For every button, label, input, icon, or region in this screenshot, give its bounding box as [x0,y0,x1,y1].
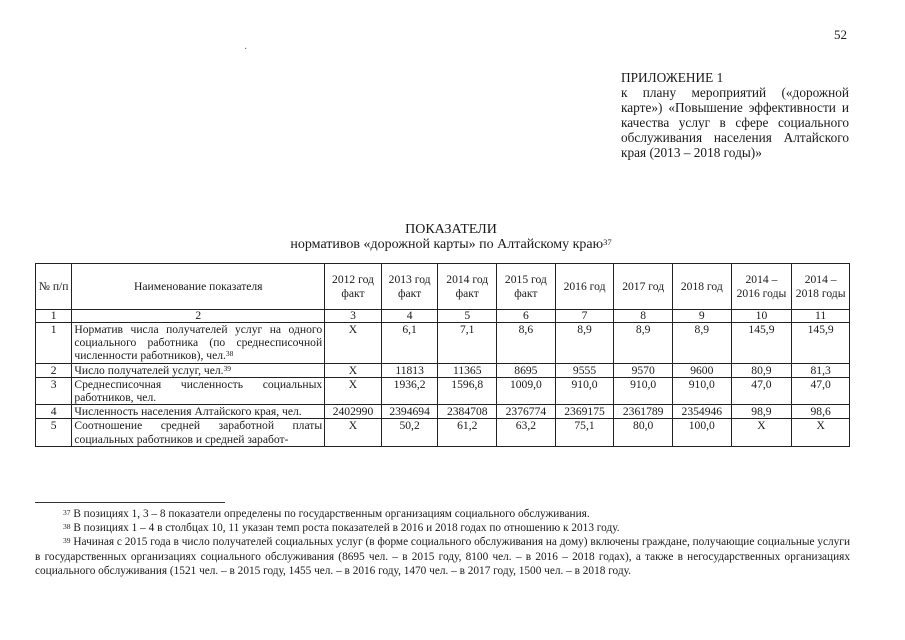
column-header: 2012 год факт [325,264,382,310]
value-cell: 47,0 [792,377,850,404]
footnotes [35,507,850,578]
footnote-text: В позициях 1 – 4 в столбцах 10, 11 указан темп роста показателей в 2016 и 2018 годах по отношению к 2013 году. [70,522,620,535]
appendix-note [621,70,849,160]
column-header: Наименование показателя [72,264,325,310]
value-cell: 7,1 [438,323,497,364]
value-cell: 145,9 [792,323,850,364]
value-cell: 2394694 [381,405,438,419]
column-header: 2014 – 2018 годы [792,264,850,310]
footnote-text: Начиная с 2015 года в число получателей социальных услуг (в форме социального обслуживания на дому) включены граждане, получающие социальные услуги в государственных организациях социального обслуживания (8695 чел. – в 2015 году, 8100 чел. – в 2016 – 2018 годах), а также в негосударственных организациях социального обслуживания (1521 чел. – в 2015 году, 1455 чел. – в 2016 году, 1470 чел. – в 2017 году, 1500 чел. – в 2018 году. [35,536,850,577]
column-header: 2017 год [614,264,673,310]
value-cell: 11365 [438,363,497,377]
indicator-name-text: Число получателей услуг, чел. [74,363,224,377]
value-cell: 8,9 [614,323,673,364]
scan-speck: · [244,44,248,55]
value-cell: 1596,8 [438,377,497,404]
title-subtitle [256,237,646,252]
value-cell: X [325,419,382,446]
table-row [36,377,850,404]
column-number: 4 [381,310,438,323]
indicator-name-text: Среднесписочная численность социальных работников, чел. [74,377,323,405]
row-number: 4 [36,405,72,419]
indicator-name [72,377,325,404]
value-cell: 6,1 [381,323,438,364]
indicator-name [72,405,325,419]
value-cell: 2376774 [497,405,556,419]
column-number: 6 [497,310,556,323]
footnote-divider [35,502,225,503]
indicators-table [35,263,850,447]
value-cell: 2354946 [672,405,731,419]
footnote-number: 39 [63,536,71,546]
value-cell: 145,9 [731,323,792,364]
value-cell: 63,2 [497,419,556,446]
value-cell: 9570 [614,363,673,377]
table-header-row [36,264,850,310]
value-cell: 1009,0 [497,377,556,404]
value-cell: 80,0 [614,419,673,446]
table-row [36,323,850,364]
value-cell: X [325,323,382,364]
column-header: 2013 год факт [381,264,438,310]
value-cell: 81,3 [792,363,850,377]
indicator-name-text: Численность населения Алтайского края, чел. [74,405,302,419]
indicator-name-text: Соотношение средней заработной платы социальных работников и средней заработ- [74,419,323,446]
column-header: № п/п [36,264,72,310]
value-cell: 50,2 [381,419,438,446]
column-header: 2016 год [555,264,614,310]
value-cell: 8,6 [497,323,556,364]
row-number: 1 [36,323,72,364]
column-header: 2014 год факт [438,264,497,310]
value-cell: 75,1 [555,419,614,446]
column-number: 11 [792,310,850,323]
column-number: 5 [438,310,497,323]
footnote-number: 37 [63,508,71,517]
value-cell: 1936,2 [381,377,438,404]
footnote [35,535,850,578]
value-cell: 2402990 [325,405,382,419]
value-cell: 8,9 [672,323,731,364]
footnote-number: 38 [63,522,71,532]
indicator-name [72,363,325,377]
value-cell: 47,0 [731,377,792,404]
value-cell: 910,0 [614,377,673,404]
page-number: 52 [834,27,847,42]
table-row [36,363,850,377]
footnote [35,507,850,521]
row-number: 2 [36,363,72,377]
table-row [36,419,850,446]
value-cell: X [792,419,850,446]
value-cell: 80,9 [731,363,792,377]
value-cell: 9555 [555,363,614,377]
value-cell: X [325,377,382,404]
document-title [256,222,646,252]
column-number: 9 [672,310,731,323]
table-body [36,323,850,447]
value-cell: X [731,419,792,446]
value-cell: 2384708 [438,405,497,419]
value-cell: 2361789 [614,405,673,419]
title-subtitle-text: нормативов «дорожной карты» по Алтайскому краю [290,237,604,252]
footnote-ref: 39 [223,363,232,373]
indicator-name-text: Норматив числа получателей услуг на одного социального работника (по среднесписочной численности работников), чел. [74,323,323,363]
value-cell: 11813 [381,363,438,377]
column-number: 2 [72,310,325,323]
value-cell: 910,0 [672,377,731,404]
column-header: 2018 год [672,264,731,310]
title-main: ПОКАЗАТЕЛИ [405,222,497,237]
table-row [36,405,850,419]
column-number: 7 [555,310,614,323]
value-cell: 9600 [672,363,731,377]
value-cell: 910,0 [555,377,614,404]
footnote [35,521,850,535]
value-cell: X [325,363,382,377]
footnote-text: В позициях 1, 3 – 8 показатели определены по государственным организациям социального обслуживания. [70,508,590,520]
value-cell: 98,6 [792,405,850,419]
row-number: 3 [36,377,72,404]
appendix-heading: ПРИЛОЖЕНИЕ 1 [621,70,724,85]
value-cell: 8695 [497,363,556,377]
column-number: 3 [325,310,382,323]
value-cell: 98,9 [731,405,792,419]
column-number: 10 [731,310,792,323]
row-number: 5 [36,419,72,446]
value-cell: 8,9 [555,323,614,364]
column-number: 8 [614,310,673,323]
indicator-name [72,419,325,446]
value-cell: 61,2 [438,419,497,446]
column-number-row [36,310,850,323]
column-header: 2015 год факт [497,264,556,310]
title-footnote-ref: 37 [603,237,612,247]
indicator-name [72,323,325,364]
column-header: 2014 – 2016 годы [731,264,792,310]
column-number: 1 [36,310,72,323]
value-cell: 2369175 [555,405,614,419]
appendix-text: к плану мероприятий («дорожной карте») «Повышение эффективности и качества услуг в сфере социального обслуживания населения Алтайского края (2013 – 2018 годы)» [621,85,849,160]
footnote-ref: 38 [225,349,234,359]
value-cell: 100,0 [672,419,731,446]
